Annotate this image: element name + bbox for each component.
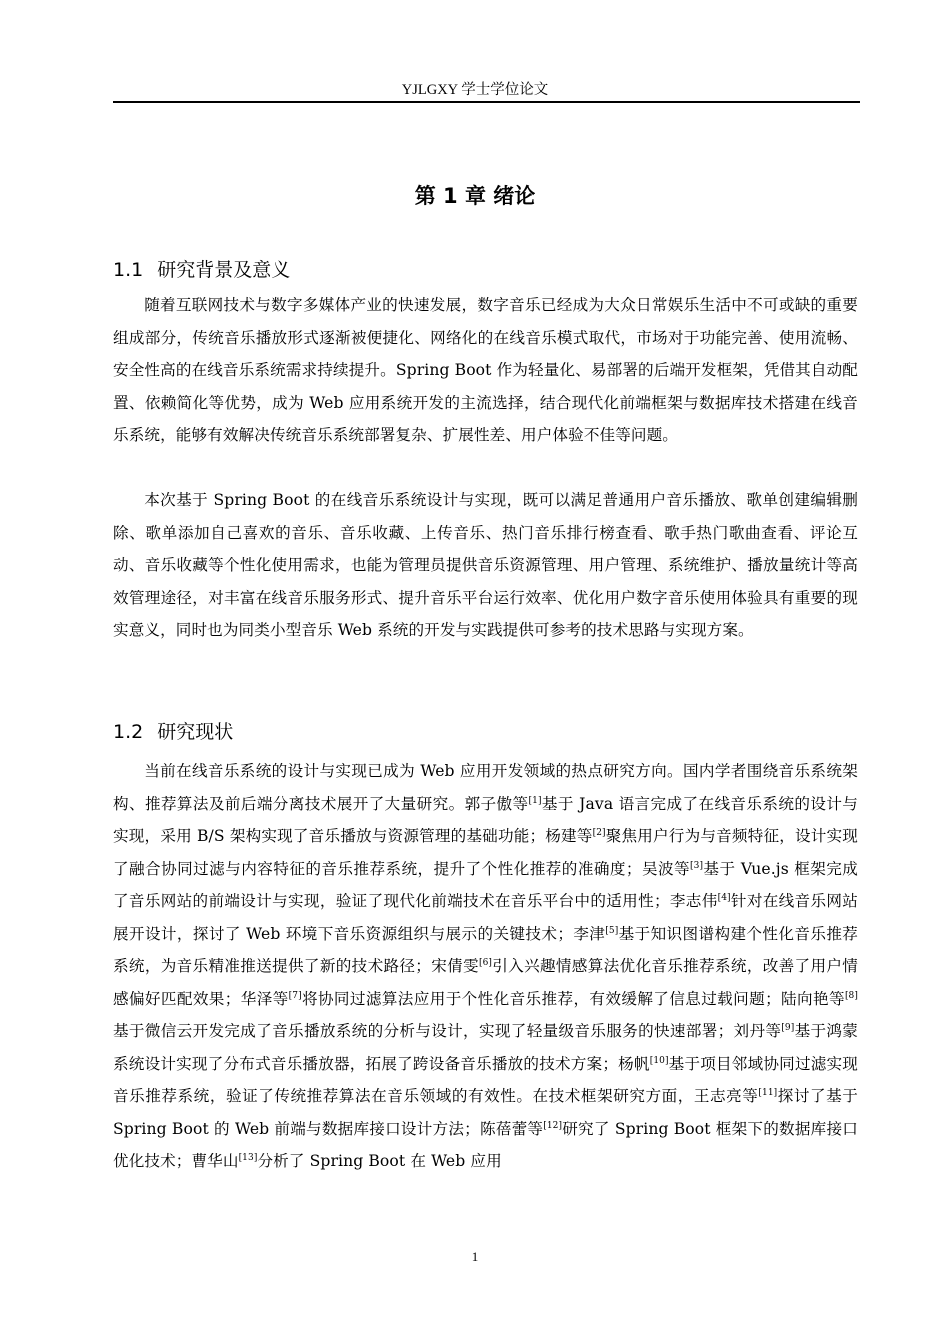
header-rule <box>113 101 860 103</box>
citation-ref: [1] <box>528 795 542 806</box>
citation-ref: [12] <box>543 1120 563 1131</box>
paragraph-research-status <box>113 755 858 1178</box>
section-number: 1.1 <box>113 259 144 281</box>
section-title-text: 研究背景及意义 <box>157 259 291 281</box>
paragraph-text: 基于项目邻域协同过滤实现音乐推荐系统，验证了传统推荐算法在音乐领域的有效性。在技术框架研究方面，王志亮等 <box>113 1054 858 1105</box>
paragraph-background: 随着互联网技术与数字多媒体产业的快速发展，数字音乐已经成为大众日常娱乐生活中不可或缺的重要组成部分，传统音乐播放形式逐渐被便捷化、网络化的在线音乐模式取代，市场对于功能完善、使用流畅、安全性高的在线音乐系统需求持续提升。Spring Boot 作为轻量化、易部署的后端开发框架，凭借其自动配置、依赖简化等优势，成为 Web 应用系统开发的主流选择，结合现代化前端框架与数据库技术搭建在线音乐系统，能够有效解决传统音乐系统部署复杂、扩展性差、用户体验不佳等问题。 <box>113 296 858 444</box>
paragraph-text: 将协同过滤算法应用于个性化音乐推荐，有效缓解了信息过载问题；陆向艳等 <box>301 989 845 1008</box>
citation-ref: [4] <box>717 892 731 903</box>
paragraph-text: 分析了 Spring Boot 在 Web 应用 <box>257 1152 502 1170</box>
section-heading-1-2 <box>113 717 233 744</box>
paragraph-text: 基于 Java 语言完成了在线音乐系统的设计与实现，采用 B/S 架构实现了音乐播放与资源管理的基础功能；杨建等 <box>113 794 858 845</box>
paragraph-text: 研究了 Spring Boot 框架下的数据库接口优化技术；曹华山 <box>113 1119 858 1170</box>
paragraph-text: 探讨了基于 Spring Boot 的 Web 前端与数据库接口设计方法；陈蓓蕾等 <box>113 1087 858 1138</box>
section-heading-1-1 <box>113 255 290 282</box>
paragraph-text: 聚焦用户行为与音频特征，设计实现了融合协同过滤与内容特征的音乐推荐系统，提升了个性化推荐的准确度；吴波等 <box>113 827 858 878</box>
paragraph-text: 基于微信云开发完成了音乐播放系统的分析与设计，实现了轻量级音乐服务的快速部署；刘丹等 <box>113 1022 782 1040</box>
paragraph-text: 基于 Vue.js 框架完成了音乐网站的前端设计与实现，验证了现代化前端技术在音乐平台中的适用性；李志伟 <box>113 859 858 910</box>
paragraph-significance: 本次基于 Spring Boot 的在线音乐系统设计与实现，既可以满足普通用户音乐播放、歌单创建编辑删除、歌单添加自己喜欢的音乐、音乐收藏、上传音乐、热门音乐排行榜查看、歌手热门歌曲查看、评论互动、音乐收藏等个性化使用需求，也能为管理员提供音乐资源管理、用户管理、系统维护、播放量统计等高效管理途径，对丰富在线音乐服务形式、提升音乐平台运行效率、优化用户数字音乐使用体验具有重要的现实意义，同时也为同类小型音乐 Web 系统的开发与实践提供可参考的技术思路与实现方案。 <box>113 491 858 639</box>
citation-ref: [3] <box>690 860 704 871</box>
page-number: 1 <box>471 1249 479 1264</box>
paragraph-text: 基于知识图谱构建个性化音乐推荐系统，为音乐精准推送提供了新的技术路径；宋倩雯 <box>113 924 858 975</box>
citation-ref: [6] <box>478 957 493 968</box>
chapter-title: 第 1 章 绪论 <box>414 184 536 208</box>
section-title-text: 研究现状 <box>157 721 234 743</box>
running-header: YJLGXY 学士学位论文 <box>401 82 549 98</box>
citation-ref: [9] <box>781 1022 795 1033</box>
citation-ref: [13] <box>238 1152 258 1163</box>
citation-ref: [8] <box>844 990 858 1001</box>
citation-ref: [7] <box>288 990 302 1001</box>
paragraph-text: 当前在线音乐系统的设计与实现已成为 Web 应用开发领域的热点研究方向。国内学者围绕音乐系统架构、推荐算法及前后端分离技术展开了大量研究。郭子傲等 <box>113 762 858 813</box>
paragraph-text: 基于鸿蒙系统设计实现了分布式音乐播放器，拓展了跨设备音乐播放的技术方案；杨帆 <box>113 1022 859 1073</box>
citation-ref: [5] <box>605 925 619 936</box>
section-number: 1.2 <box>113 721 144 743</box>
citation-ref: [2] <box>592 827 606 838</box>
citation-ref: [11] <box>758 1087 778 1098</box>
paragraph-text: 引入兴趣情感算法优化音乐推荐系统，改善了用户情感偏好匹配效果；华泽等 <box>113 957 858 1008</box>
citation-ref: [10] <box>649 1055 669 1066</box>
paragraph-text: 针对在线音乐网站展开设计，探讨了 Web 环境下音乐资源组织与展示的关键技术；李津 <box>113 892 858 943</box>
